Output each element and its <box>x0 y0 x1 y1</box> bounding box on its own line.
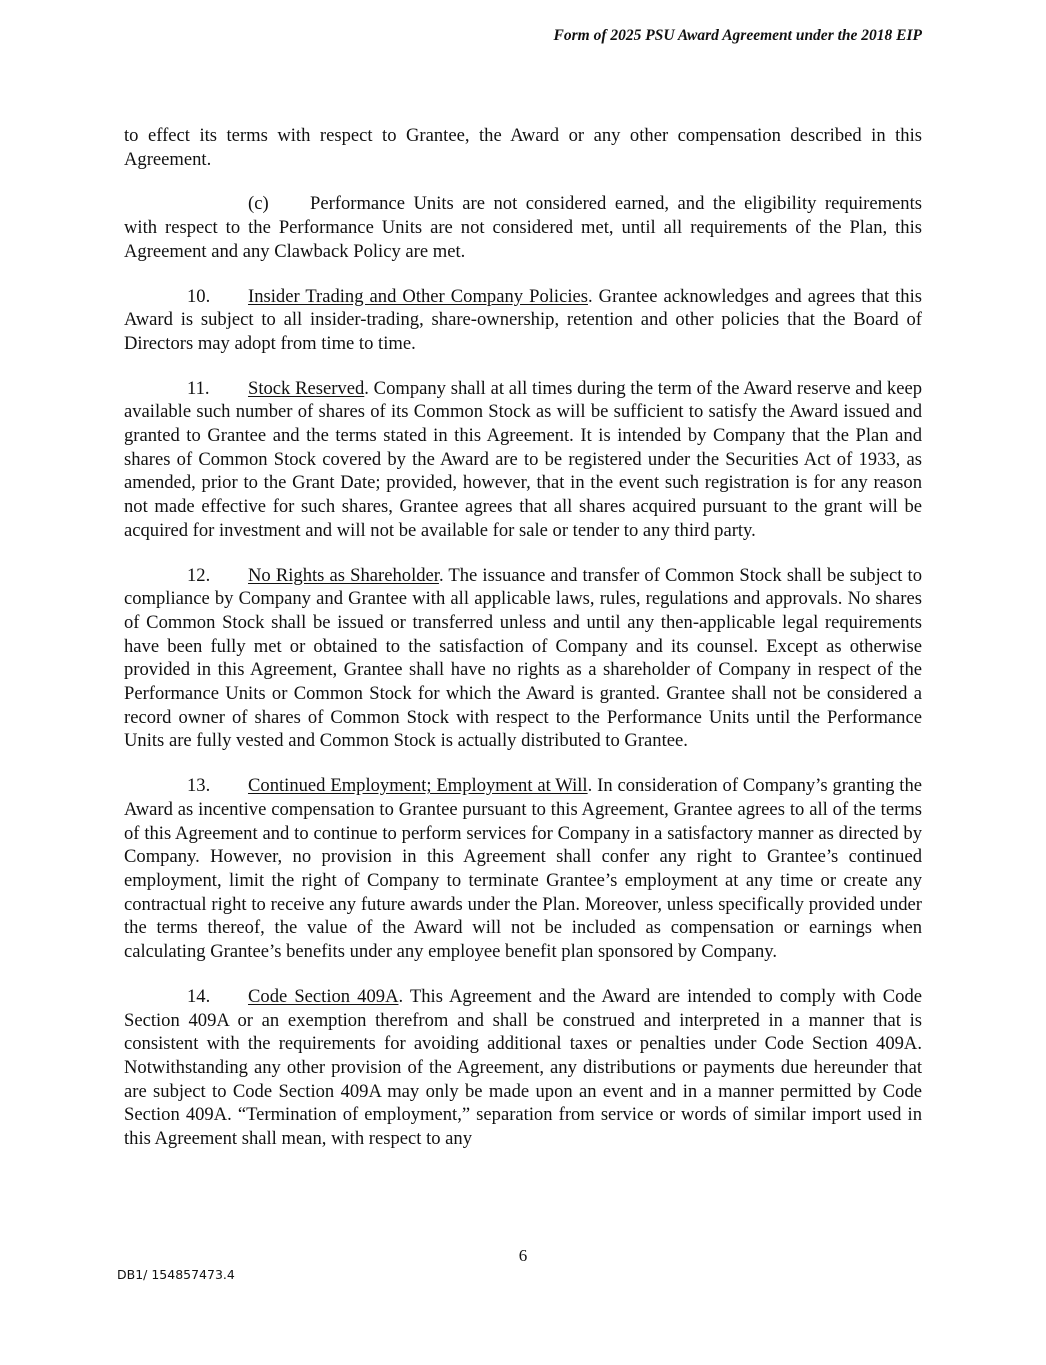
section-heading: Continued Employment; Employment at Will <box>248 775 588 797</box>
document-id: DB1/ 154857473.4 <box>117 1267 235 1282</box>
section-number: 13. <box>187 775 211 797</box>
section-heading: Insider Trading and Other Company Policies <box>248 285 588 307</box>
section-12 <box>124 564 922 754</box>
section-number: 12. <box>187 564 211 586</box>
section-heading: Stock Reserved <box>248 377 365 399</box>
section-text: . In consideration of Company’s granting the Award as incentive compensation to Grantee pursuant to this Agreement, Grantee agrees to all of the terms of this Agreement and to continue to perform services for Company in a satisfactory manner as directed by Company. However, no provision in this Agreement shall confer any right to Grantee’s continued employment, limit the right of Company to terminate Grantee’s employment at any time or create any contractual right to receive any future awards under the Plan. Moreover, unless specifically provided under the terms thereof, the value of the Award will not be included as compensation or earnings when calculating Grantee’s benefits under any employee benefit plan sponsored by Company. <box>124 775 922 963</box>
page-number: 6 <box>518 1246 528 1265</box>
subsection-c <box>124 192 922 263</box>
continuation-paragraph: to effect its terms with respect to Grantee, the Award or any other compensation described in this Agreement. <box>124 125 922 170</box>
subsection-label: (c) <box>248 193 269 215</box>
section-10 <box>124 285 922 356</box>
section-text: . The issuance and transfer of Common Stock shall be subject to compliance by Company and Grantee with all applicable laws, rules, regulations and approvals. No shares of Common Stock shall be issued or transferred unless and until any then-applicable legal requirements have been fully met or obtained to the satisfaction of Company and its counsel. Except as otherwise provided in this Agreement, Grantee shall have no rights as a shareholder of Company in respect of the Performance Units or Common Stock for which the Award is granted. Grantee shall not be considered a record owner of shares of Common Stock with respect to the Performance Units until the Performance Units are fully vested and Common Stock is actually distributed to Grantee. <box>124 564 922 752</box>
section-11 <box>124 377 922 543</box>
section-text: . Grantee acknowledges and agrees that this Award is subject to all insider-trading, share-ownership, retention and other policies that the Board of Directors may adopt from time to time. <box>124 285 923 354</box>
section-number: 14. <box>187 985 211 1007</box>
section-text: . Company shall at all times during the term of the Award reserve and keep available such number of shares of its Common Stock as will be sufficient to satisfy the Award issued and granted to Grantee and the terms stated in this Agreement. It is intended by Company that the Plan and shares of Common Stock covered by the Award are to be registered under the Securities Act of 1933, as amended, prior to the Grant Date; provided, however, that in the event such registration is for any reason not made effective for such shares, Grantee agrees that all shares acquired pursuant to the grant will be acquired for investment and will not be available for sale or tender to any third party. <box>124 377 922 541</box>
page-header: Form of 2025 PSU Award Agreement under the 2018 EIP <box>553 27 922 44</box>
document-body <box>124 124 922 1172</box>
subsection-text: Performance Units are not considered earned, and the eligibility requirements with respect to the Performance Units are not considered met, until all requirements of the Plan, this Agreement and any Clawback Policy are met. <box>124 193 922 262</box>
section-heading: Code Section 409A <box>248 985 399 1007</box>
section-number: 10. <box>187 285 211 307</box>
section-text: . This Agreement and the Award are intended to comply with Code Section 409A or an exemption therefrom and shall be construed and interpreted in a manner that is consistent with the requirements for avoiding additional taxes or penalties under Code Section 409A. Notwithstanding any other provision of the Agreement, any distributions or payments due hereunder that are subject to Code Section 409A may only be made upon an event and in a manner permitted by Code Section 409A. “Termination of employment,” separation from service or words of similar import used in this Agreement shall mean, with respect to any <box>124 985 922 1150</box>
section-14 <box>124 985 922 1151</box>
section-13 <box>124 774 922 964</box>
section-number: 11. <box>187 377 210 399</box>
section-heading: No Rights as Shareholder <box>248 564 439 586</box>
